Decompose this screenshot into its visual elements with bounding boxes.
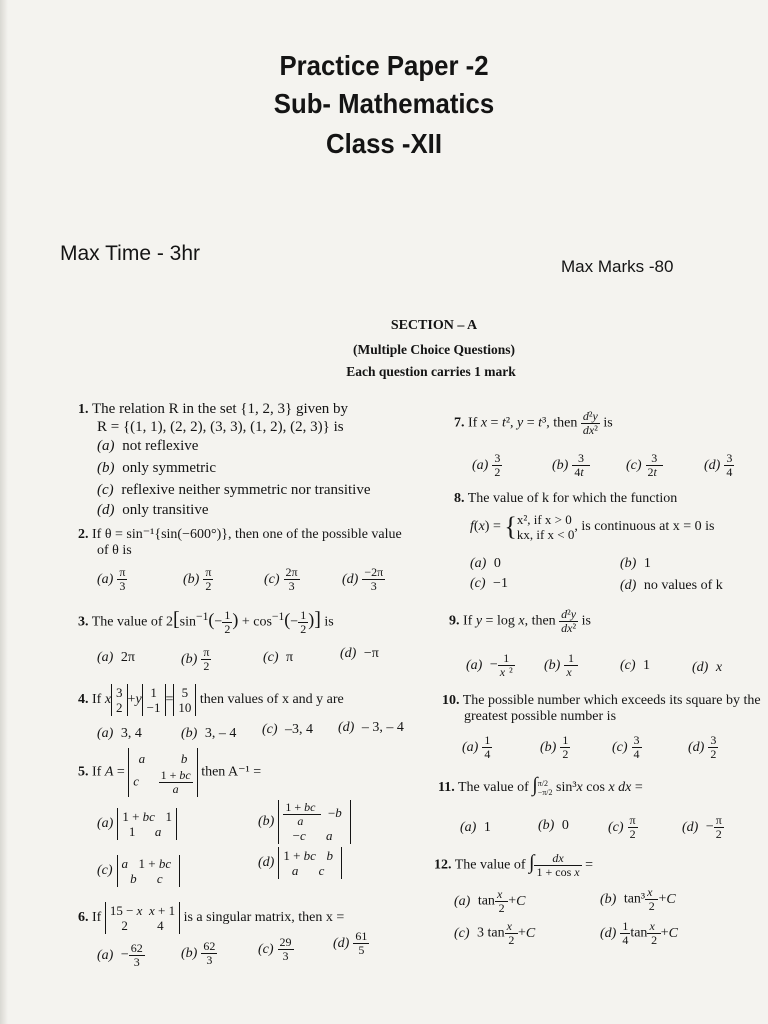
q5-option-d: (d) 1 + bc b a c bbox=[258, 847, 342, 879]
question-11: 11. The value of ∫ π/2 −π/2 sin³x cos x dx = bbox=[438, 774, 643, 797]
question-1-set: R = {(1, 1), (2, 2), (3, 3), (1, 2), (2, 3)} is bbox=[97, 419, 344, 435]
option-text: only symmetric bbox=[122, 460, 216, 476]
case-2: kx, if x < 0 bbox=[516, 527, 575, 542]
q12-option-a: (a) tan $\frac{x}{2}$ +C bbox=[454, 887, 526, 915]
question-1 bbox=[78, 400, 348, 419]
q7-option-b: (b) $\frac{3}{4t}$ bbox=[552, 452, 590, 479]
question-text: then A⁻¹ = bbox=[201, 764, 262, 780]
q11-option-b: (b) 0 bbox=[538, 818, 569, 833]
page-edge-shadow bbox=[0, 0, 8, 1024]
question-text: The possible number which exceeds its square by the bbox=[462, 693, 761, 708]
q2-option-d: (d) $\frac{-2\pi}{3}$ bbox=[342, 565, 384, 593]
q5-option-c: (c) a 1 + bc b c bbox=[97, 855, 180, 887]
option-text: 1 bbox=[643, 658, 651, 673]
q2-option-a: (a) $\frac{\pi}{3}$ bbox=[97, 565, 126, 593]
q1-option-d: (d) only transitive bbox=[97, 502, 209, 518]
q10-option-b: (b) $\frac{1}{2}$ bbox=[540, 733, 569, 761]
q10-option-c: (c) $\frac{3}{4}$ bbox=[612, 733, 640, 761]
q8-option-a: (a) 0 bbox=[470, 556, 501, 571]
q4-option-c: (c) –3, 4 bbox=[262, 722, 314, 737]
option-text: only transitive bbox=[122, 502, 209, 518]
question-number: 11. bbox=[438, 780, 455, 795]
question-text: is a singular matrix, then x = bbox=[183, 910, 345, 926]
q1-option-a: (a) not reflexive bbox=[97, 438, 199, 454]
option-text: 3, 4 bbox=[120, 726, 142, 741]
option-text: 1 bbox=[643, 556, 651, 571]
q10-option-a: (a) $\frac{1}{4}$ bbox=[462, 733, 491, 761]
q5-option-b: (b) $\frac{1 + bc}{a}$ −b −c a bbox=[258, 800, 351, 844]
q4-option-a: (a) 3, 4 bbox=[97, 726, 142, 741]
q6-option-b: (b) $\frac{62}{3}$ bbox=[181, 939, 216, 967]
q9-option-b: (b) $\frac{1}{x}$ bbox=[544, 652, 578, 679]
paper-title: Practice Paper -2 bbox=[279, 50, 489, 81]
question-2-cont: of θ is bbox=[97, 543, 132, 558]
q10-option-d: (d) $\frac{3}{2}$ bbox=[688, 733, 717, 761]
question-number: 8. bbox=[454, 491, 465, 506]
q1-option-c: (c) reflexive neither symmetric nor transitive bbox=[97, 482, 371, 498]
option-text: π bbox=[286, 650, 294, 665]
q2-option-b: (b) $\frac{\pi}{2}$ bbox=[183, 565, 212, 593]
question-3: 3. The value of $2[\sin^{-1}(-$ $\frac{1}{2}$ ) + $\cos^{-1}(-$ $\frac{1}{2}$ )] is bbox=[78, 607, 334, 636]
option-text: x bbox=[715, 660, 723, 675]
question-text: , is continuous at x = 0 is bbox=[574, 519, 715, 535]
option-text: 0 bbox=[493, 556, 501, 571]
option-text: 3, – 4 bbox=[204, 726, 237, 741]
question-number: 5. bbox=[78, 764, 89, 780]
question-text: then values of x and y are bbox=[199, 692, 344, 708]
question-7: 7. If x = t², y = t³, then $\frac{\text{d²y}}{\text{dx²}}$ is bbox=[454, 409, 613, 437]
max-marks: Max Marks -80 bbox=[561, 257, 674, 276]
question-number: 2. bbox=[78, 527, 89, 542]
q11-option-d: (d) − $\frac{\pi}{2}$ bbox=[682, 813, 722, 841]
q8-option-d: (d) no values of k bbox=[620, 578, 723, 593]
section-title: SECTION – A bbox=[390, 318, 478, 333]
section-marks-note: Each question carries 1 mark bbox=[346, 364, 516, 379]
question-number: 6. bbox=[78, 910, 89, 926]
q6-option-c: (c) $\frac{29}{3}$ bbox=[258, 935, 292, 963]
question-text: If θ = sin⁻¹{sin(−600°)}, then one of the possible value bbox=[92, 527, 402, 542]
option-text: 0 bbox=[561, 818, 569, 833]
question-number: 10. bbox=[442, 693, 460, 708]
q9-option-d: (d) x bbox=[692, 660, 723, 675]
q8-option-b: (b) 1 bbox=[620, 556, 651, 571]
q12-option-c: (c) 3 tan $\frac{x}{2}$ +C bbox=[454, 919, 536, 947]
option-text: no values of k bbox=[643, 578, 723, 593]
option-text: not reflexive bbox=[122, 438, 199, 454]
question-4: 4. If x 3 2 +y 1 −1 = 5 10 then values of x and y are bbox=[78, 685, 344, 715]
q12-option-b: (b) tan³ $\frac{x}{2}$ +C bbox=[600, 885, 676, 913]
q2-option-c: (c) $\frac{2\pi}{3}$ bbox=[264, 565, 298, 593]
question-10-cont: greatest possible number is bbox=[464, 709, 617, 724]
q6-option-a: (a) − $\frac{62}{3}$ bbox=[97, 941, 143, 969]
q4-option-b: (b) 3, – 4 bbox=[181, 726, 237, 741]
q11-option-c: (c) $\frac{\pi}{2}$ bbox=[608, 813, 636, 841]
question-number: 1. bbox=[78, 402, 89, 417]
q9-option-a: (a) − $\frac{1}{\text{x ²}}$ bbox=[466, 651, 513, 679]
question-9: 9. If y = log x, then $\frac{\text{d²y}}{\text{dx²}}$ is bbox=[449, 607, 591, 635]
q1-option-b: (b) only symmetric bbox=[97, 460, 216, 476]
question-number: 7. bbox=[454, 415, 465, 431]
q11-option-a: (a) 1 bbox=[460, 820, 491, 835]
subject-heading: Sub- Mathematics bbox=[273, 88, 495, 119]
q3-option-d: (d) −π bbox=[340, 646, 379, 661]
option-text: reflexive neither symmetric nor transitive bbox=[121, 482, 371, 498]
question-number: 3. bbox=[78, 614, 89, 630]
question-text: The relation R in the set {1, 2, 3} given by bbox=[92, 401, 349, 417]
option-text: – 3, – 4 bbox=[361, 720, 404, 735]
question-number: 4. bbox=[78, 692, 89, 708]
q7-option-d: (d) $\frac{3}{4}$ bbox=[704, 451, 733, 479]
q6-option-d: (d) $\frac{61}{5}$ bbox=[333, 929, 368, 957]
q8-option-c: (c) −1 bbox=[470, 576, 508, 591]
q12-option-d: (d) $\frac{1}{4}$ tan $\frac{x}{2}$ +C bbox=[600, 919, 679, 947]
q8-function: f(x) = { x², if x > 0 kx, if x < 0 , is continuous at x = 0 is bbox=[470, 512, 715, 542]
question-number: 9. bbox=[449, 613, 460, 629]
question-5: 5. If A = a b c $\frac{1 + bc}{a}$ then A⁻¹ = bbox=[78, 748, 261, 797]
q7-option-c: (c) $\frac{3}{2t}$ bbox=[626, 452, 663, 479]
q3-option-a: (a) 2π bbox=[97, 650, 135, 665]
question-text: The value of k for which the function bbox=[467, 491, 678, 506]
q9-option-c: (c) 1 bbox=[620, 658, 651, 673]
section-type: (Multiple Choice Questions) bbox=[353, 342, 515, 357]
q3-option-b: (b) $\frac{\pi}{2}$ bbox=[181, 645, 210, 673]
q4-option-d: (d) – 3, – 4 bbox=[338, 720, 404, 735]
class-heading: Class -XII bbox=[326, 128, 442, 159]
option-text: 1 bbox=[483, 820, 491, 835]
question-8 bbox=[454, 490, 677, 508]
option-text: −1 bbox=[493, 576, 508, 591]
option-text: 2π bbox=[120, 650, 135, 665]
q5-option-a: (a) 1 + bc 1 1 a bbox=[97, 808, 177, 840]
question-6: 6. If 15 − x x + 1 2 4 is a singular matrix, then x = bbox=[78, 903, 345, 933]
max-time: Max Time - 3hr bbox=[60, 242, 201, 265]
question-12: 12. The value of ∫ $\frac{dx}{\text{1 + cos x}}$ = bbox=[434, 851, 593, 879]
q7-option-a: (a) $\frac{3}{2}$ bbox=[472, 451, 501, 479]
case-1: x², if x > 0 bbox=[516, 512, 572, 527]
q3-option-c: (c) π bbox=[263, 650, 294, 665]
question-number: 12. bbox=[434, 857, 452, 873]
option-text: −π bbox=[363, 646, 379, 661]
option-text: –3, 4 bbox=[285, 722, 314, 737]
